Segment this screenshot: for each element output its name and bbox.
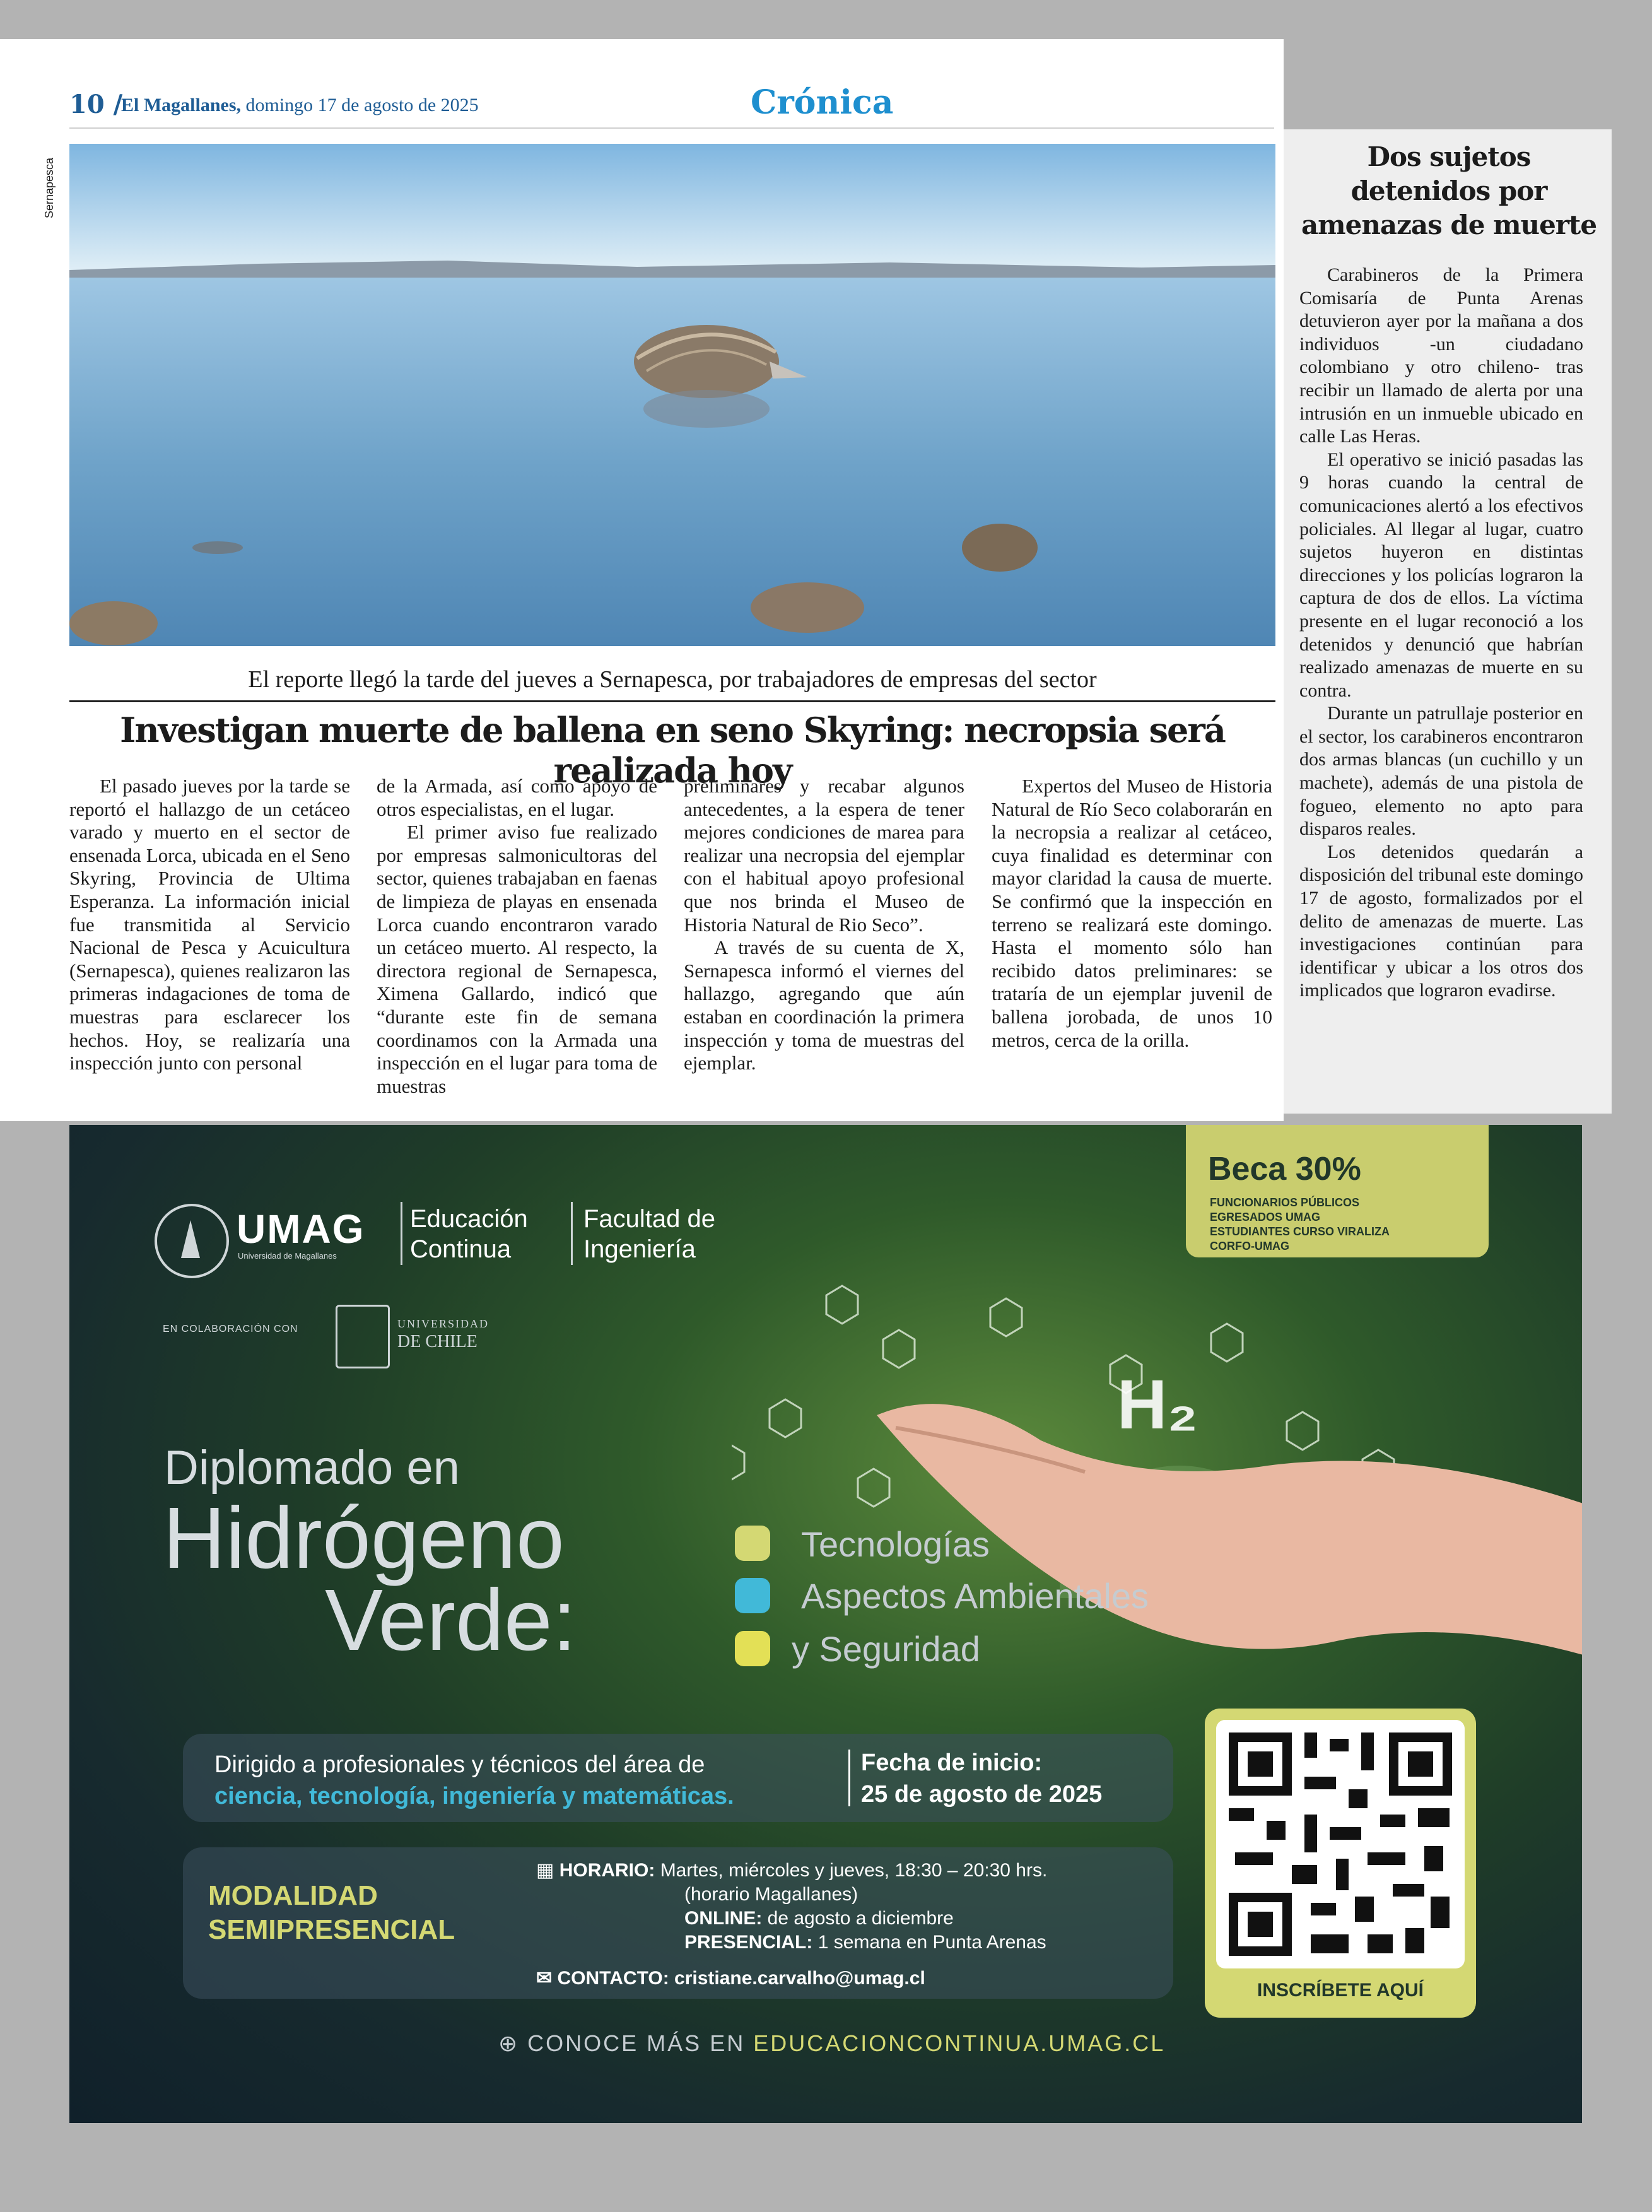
register-cta[interactable]: INSCRÍBETE AQUÍ (1257, 1980, 1424, 2001)
logo-divider (571, 1202, 573, 1265)
article-column-4 (992, 775, 1272, 1052)
diplomado-label: Diplomado en (164, 1441, 460, 1495)
whale-photo (69, 144, 1275, 646)
side-paragraph: El operativo se inició pasadas las 9 horas cuando la central de comunicaciones alertó a los efectivos policiales. Al llegar al lugar, cuatro sujetos huyeron en distintas direcciones y los policías lograron la captura de dos de ellos. La víctima presente en el lugar reconoció a los detenidos y denunció que habrían realizado amenazas de muerte en su contra. (1299, 449, 1583, 701)
uchile-crest-icon (336, 1305, 390, 1368)
topic-1: Tecnologías (801, 1524, 990, 1564)
umag-subtitle: Universidad de Magallanes (238, 1251, 337, 1261)
target-text-1: Dirigido a profesionales y técnicos del área de (214, 1751, 705, 1778)
calendar-icon: ▦ (536, 1860, 559, 1881)
tech-icon (735, 1526, 770, 1561)
h2-symbol: H₂ (1116, 1366, 1198, 1444)
section-title: Crónica (751, 83, 894, 122)
main-headline: Investigan muerte de ballena en seno Skyring: necropsia será realizada hoy (120, 710, 1225, 791)
modality-label: MODALIDAD SEMIPRESENCIAL (208, 1880, 455, 1945)
qr-card[interactable] (1205, 1709, 1476, 2018)
unit-facultad-ingenieria: Facultad de Ingeniería (583, 1205, 716, 1263)
topic-3: y Seguridad (792, 1629, 980, 1669)
mail-icon: ✉ (536, 1968, 558, 1989)
umag-seal-icon (155, 1204, 229, 1278)
article-paragraph: de la Armada, así como apoyo de otros especialistas, en el lugar. (377, 775, 657, 820)
start-date: 25 de agosto de 2025 (861, 1781, 1103, 1808)
photo-caption: El reporte llegó la tarde del jueves a Sernapesca, por trabajadores de empresas del sector (248, 666, 1097, 693)
umag-logo-text: UMAG (237, 1206, 365, 1252)
beca-list (1210, 1196, 1390, 1254)
publication-name: El Magallanes, (121, 95, 242, 115)
article-paragraph: preliminares y recabar algunos antecedentes, a la espera de tener mejores condiciones de marea para realizar una necropsia del ejemplar con el habitual apoyo profesional que nos brinda el Museo de Historia Natural de Rio Seco”. (684, 775, 964, 936)
side-paragraph: Los detenidos quedarán a disposición del tribunal este domingo 17 de agosto, formalizados por el delito de amenazas de muerte. Las investigaciones continúan para identificar y ubicar a los otros dos implicados que lograron evadirse. (1299, 841, 1583, 1001)
advertisement (69, 1125, 1582, 2123)
article-paragraph: A través de su cuenta de X, Sernapesca informó el viernes del hallazgo, agregando que aún estaban en coordinación la primera inspección y toma de muestras del ejemplar. (684, 936, 964, 1074)
beca-item: ESTUDIANTES CURSO VIRALIZA (1210, 1225, 1390, 1238)
globe-icon: ⊕ (498, 2030, 528, 2056)
article-paragraph: Expertos del Museo de Historia Natural de Río Seco colaborarán en la necropsia a realizar al cetáceo, cuya finalidad es determinar con mayor claridad la causa de muerte. Se confirmó que la inspección en terreno se realizará este domingo. Hasta el momento sólo han recibido datos preliminares: se trataría de un ejemplar juvenil de ballena jorobada, de unos 10 metros, cerca de la orilla. (992, 775, 1272, 1051)
shield-icon (735, 1631, 770, 1666)
beca-item: CORFO-UMAG (1210, 1240, 1289, 1252)
leaf-icon (735, 1578, 770, 1613)
schedule-details: ▦ HORARIO: Martes, miércoles y jueves, 18:30 – 20:30 hrs. (horario Magallanes) ONLINE: de agosto a diciembre PRESENCIAL: 1 semana en Punta Arenas (536, 1860, 1048, 1953)
page-number: 10 / (69, 90, 123, 119)
target-text-2: ciencia, tecnología, ingeniería y matemáticas. (214, 1783, 734, 1809)
article-column-3 (684, 775, 964, 1075)
target-box (183, 1734, 1173, 1822)
side-headline: Dos sujetos detenidos por amenazas de muerte (1301, 141, 1597, 240)
beca-item: FUNCIONARIOS PÚBLICOS (1210, 1196, 1360, 1209)
qr-code[interactable] (1216, 1720, 1465, 1968)
uchile-name-1: UNIVERSIDAD (397, 1317, 489, 1330)
unit-educacion-continua: Educación Continua (410, 1205, 528, 1263)
article-column-2 (377, 775, 657, 1098)
website-line[interactable]: ⊕ CONOCE MÁS EN EDUCACIONCONTINUA.UMAG.CL (498, 2030, 1166, 2056)
side-paragraph: Carabineros de la Primera Comisaría de Punta Arenas detuvieron ayer por la mañana a dos individuos -un ciudadano colombiano y otro chileno- tras recibir un llamado de alerta por una intrusión en un inmueble ubicado en calle Las Heras. (1299, 264, 1583, 447)
schedule-box (183, 1847, 1173, 1999)
article-paragraph: El primer aviso fue realizado por empresas salmonicultoras del sector, quienes trabajaban en faenas de limpieza de playas en ensenada Lorca cuando encontraron varado un cetáceo muerto. Al respecto, la directora regional de Sernapesca, Ximena Gallardo, indicó que “durante este fin de semana coordinamos con la Armada una inspección en el lugar para toma de muestras (377, 821, 657, 1097)
publication-date: domingo 17 de agosto de 2025 (245, 95, 479, 115)
title-line-2: Verde: (325, 1572, 577, 1669)
photo-credit: Sernapesca (43, 157, 56, 218)
beca-title: Beca 30% (1208, 1151, 1361, 1187)
publication-line (121, 95, 479, 116)
page-header (69, 83, 1274, 129)
side-paragraph: Durante un patrullaje posterior en el sector, los carabineros encontraron dos armas blancas (un cuchillo y un machete), además de una pistola de fogueo, elemento no apto para disparos reales. (1299, 703, 1583, 840)
logo-divider (401, 1202, 402, 1265)
beca-box (1186, 1125, 1489, 1257)
pill-divider (848, 1750, 850, 1806)
article-column-1 (69, 775, 350, 1075)
collaboration-label: EN COLABORACIÓN CON (163, 1324, 298, 1334)
title-line-1: Hidrógeno (163, 1490, 565, 1587)
uchile-name-2: DE CHILE (397, 1332, 477, 1351)
contact-line[interactable]: ✉ CONTACTO: cristiane.carvalho@umag.cl (536, 1968, 925, 1989)
divider (69, 700, 1275, 702)
beca-item: EGRESADOS UMAG (1210, 1211, 1321, 1223)
article-paragraph: El pasado jueves por la tarde se reportó el hallazgo de un cetáceo varado y muerto en el sector de ensenada Lorca, ubicada en el Seno Skyring, Provincia de Ultima Esperanza. La información inicial fue transmitida al Servicio Nacional de Pesca y Acuicultura (Sernapesca), quienes realizaron las primeras indagaciones de toma de muestras para esclarecer los hechos. Hoy, se realizaría una inspección junto con personal (69, 775, 350, 1074)
start-date-label: Fecha de inicio: (861, 1750, 1043, 1776)
side-article-body (1299, 264, 1583, 1003)
topic-2: Aspectos Ambientales (801, 1576, 1149, 1616)
